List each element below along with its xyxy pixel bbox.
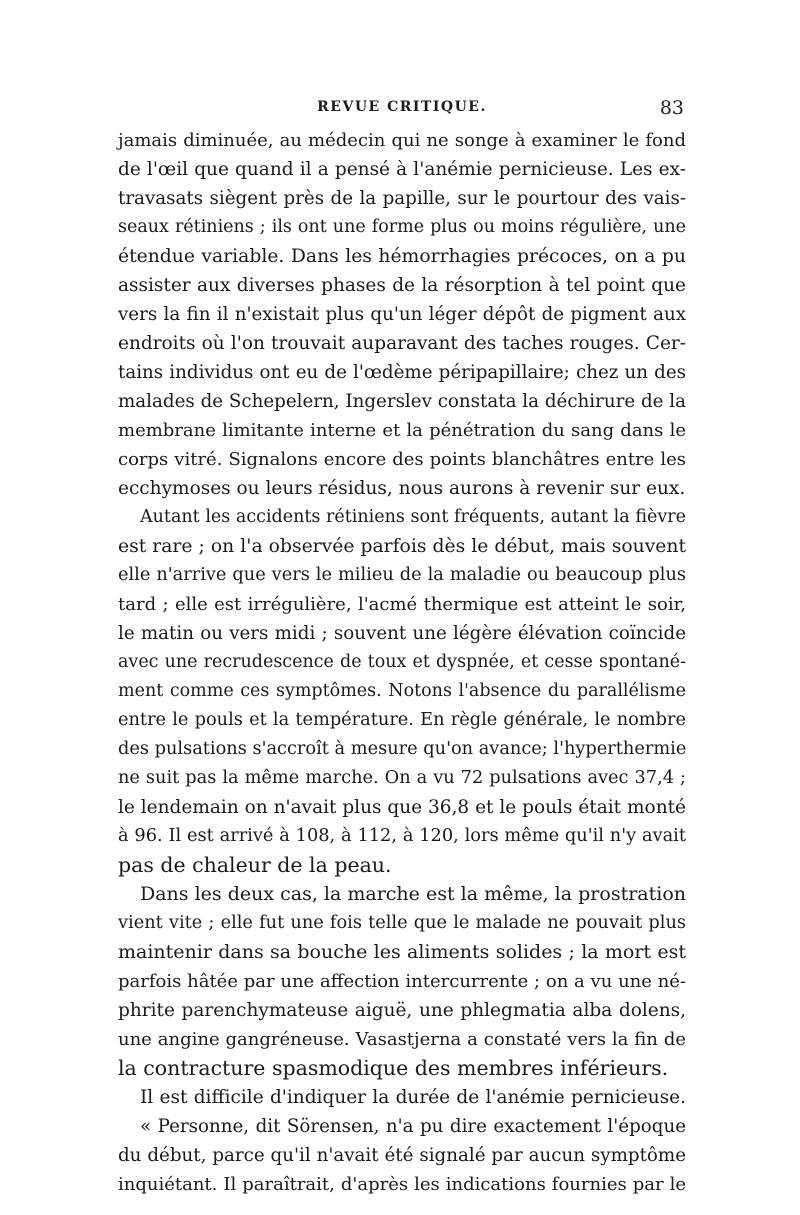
text-line: avec une recrudescence de toux et dyspnée, et cesse spontané- <box>118 652 686 672</box>
paragraph-start-line: Autant les accidents rétiniens sont fréquents, autant la fièvre <box>140 507 686 527</box>
text-line: le matin ou vers midi ; souvent une légère élévation coïncide <box>118 623 686 644</box>
text-line: phrite parenchymateuse aiguë, une phlegmatia alba dolens, <box>118 1000 686 1021</box>
text-line: seaux rétiniens ; ils ont une forme plus ou moins régulière, une <box>118 217 686 237</box>
paragraph-end-line: ecchymoses ou leurs résidus, nous aurons à revenir sur eux. <box>118 478 686 499</box>
text-line: des pulsations s'accroît à mesure qu'on avance; l'hyperthermie <box>118 739 687 759</box>
text-line: du début, parce qu'il n'avait été signalé par aucun symptôme <box>118 1145 686 1166</box>
text-line: inquiétant. Il paraîtrait, d'après les indications fournies par le <box>118 1174 686 1195</box>
paragraph-end-line: pas de chaleur de la peau. <box>118 853 392 877</box>
text-line: corps vitré. Signalons encore des points blanchâtres entre les <box>118 449 686 470</box>
text-line: ne suit pas la même marche. On a vu 72 pulsations avec 37,4 ; <box>118 768 686 788</box>
text-line: endroits où l'on trouvait auparavant des taches rouges. Cer- <box>118 333 686 354</box>
paragraph-start-line: Il est difficile d'indiquer la durée de l'anémie pernicieuse. <box>140 1087 686 1108</box>
text-line: le lendemain on n'avait plus que 36,8 et le pouls était monté <box>118 797 686 818</box>
text-line: étendue variable. Dans les hémorrhagies précoces, on a pu <box>118 246 686 267</box>
text-line: à 96. Il est arrivé à 108, à 112, à 120, lors même qu'il n'y avait <box>118 826 686 846</box>
text-line: une angine gangréneuse. Vasastjerna a constaté vers la fin de <box>118 1029 686 1050</box>
text-line: jamais diminuée, au médecin qui ne songe à examiner le fond <box>118 130 686 151</box>
text-line: entre le pouls et la température. En règle générale, le nombre <box>118 710 686 730</box>
text-line: de l'œil que quand il a pensé à l'anémie pernicieuse. Les ex- <box>118 159 686 180</box>
text-line: parfois hâtée par une affection intercurrente ; on a vu une né- <box>118 971 686 992</box>
text-line: maintenir dans sa bouche les aliments solides ; la mort est <box>118 941 686 963</box>
text-line: est rare ; on l'a observée parfois dès le début, mais souvent <box>118 536 686 557</box>
body-text <box>118 126 686 1199</box>
text-line: tains individus ont eu de l'œdème péripapillaire; chez un des <box>118 362 686 383</box>
text-line: tard ; elle est irrégulière, l'acmé thermique est atteint le soir, <box>118 594 686 615</box>
text-line: travasats siègent près de la papille, sur le pourtour des vais- <box>118 188 686 209</box>
text-line: vers la fin il n'existait plus qu'un léger dépôt de pigment aux <box>118 304 686 325</box>
paragraph-start-line: Dans les deux cas, la marche est la même, la prostration <box>140 883 686 905</box>
text-line: elle n'arrive que vers le milieu de la maladie ou beaucoup plus <box>118 565 686 585</box>
page-number: 83 <box>659 97 684 119</box>
text-line: ment comme ces symptômes. Notons l'absence du parallélisme <box>118 681 686 701</box>
quotation-start-line: « Personne, dit Sörensen, n'a pu dire exactement l'époque <box>140 1116 686 1137</box>
text-line: vient vite ; elle fut une fois telle que le malade ne pouvait plus <box>118 913 686 933</box>
running-title: REVUE CRITIQUE. <box>317 99 487 115</box>
text-line: membrane limitante interne et la pénétration du sang dans le <box>118 420 686 441</box>
text-line: malades de Schepelern, Ingerslev constata la déchirure de la <box>118 391 686 412</box>
paragraph-end-line: la contracture spasmodique des membres inférieurs. <box>118 1056 669 1080</box>
text-line: assister aux diverses phases de la résorption à tel point que <box>118 275 686 296</box>
running-head <box>118 99 686 125</box>
